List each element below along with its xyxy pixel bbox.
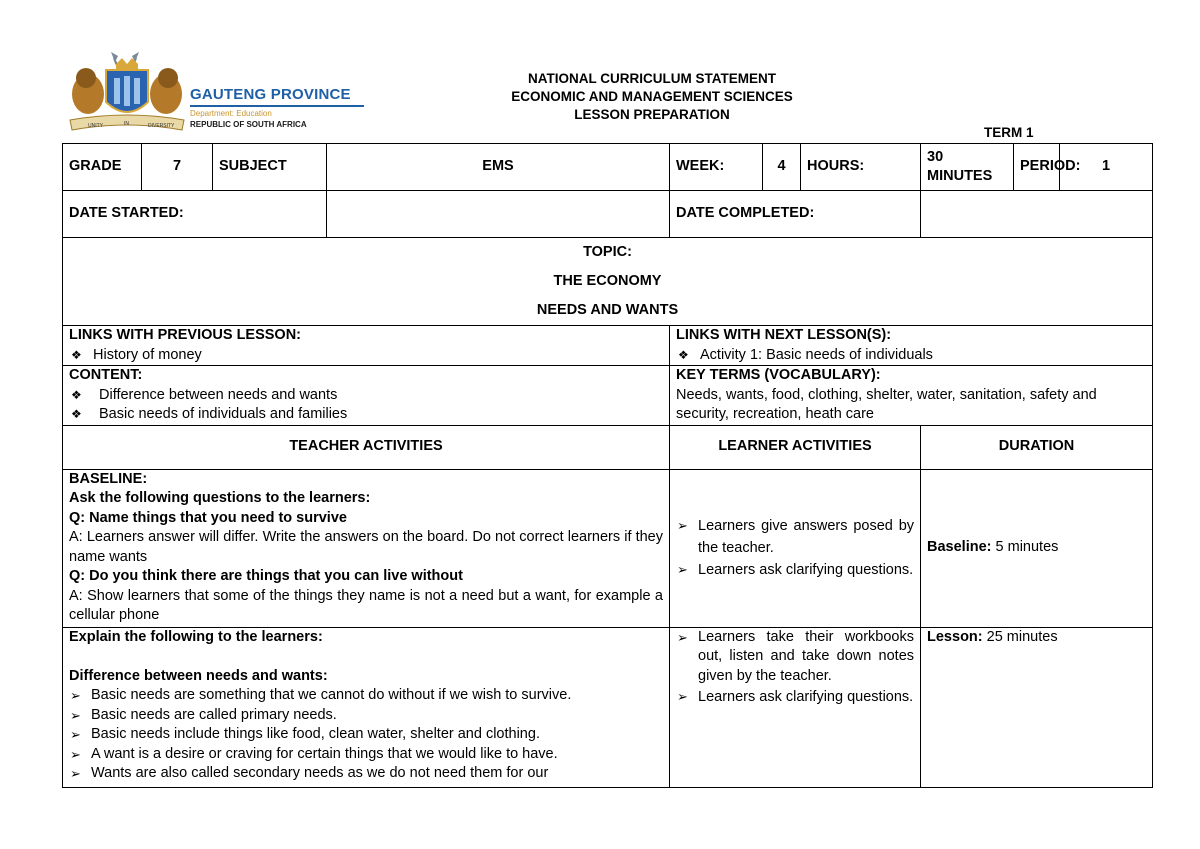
baseline-instruction: Ask the following questions to the learners:: [69, 490, 371, 506]
header-line-1: NATIONAL CURRICULUM STATEMENT: [528, 71, 776, 86]
links-row: [63, 326, 1153, 366]
content-cell: [63, 366, 670, 426]
activities-header-row: [63, 425, 1153, 469]
header-line-2: ECONOMIC AND MANAGEMENT SCIENCES: [511, 89, 793, 104]
baseline-learner-item: ➢ Learners ask clarifying questions.: [676, 559, 914, 581]
date-started-value: [327, 191, 670, 238]
links-previous-item: ❖ History of money: [69, 346, 663, 366]
links-previous-cell: [63, 326, 670, 366]
key-terms-label: KEY TERMS (VOCABULARY):: [676, 367, 881, 383]
baseline-answer-2: A: Show learners that some of the things they name is not a need but a want, for example a cellular phone: [69, 587, 663, 623]
period-value: 1: [1060, 144, 1153, 191]
lesson-item: ➢ Basic needs are called primary needs.: [69, 706, 663, 726]
gauteng-logo: [66, 50, 376, 134]
date-row: [63, 191, 1153, 238]
key-terms-cell: [670, 366, 1153, 426]
subject-label: SUBJECT: [213, 144, 327, 191]
baseline-row: [63, 469, 1153, 627]
lesson-item: ➢ Basic needs are something that we cannot do without if we wish to survive.: [69, 686, 663, 706]
learner-activities-header: LEARNER ACTIVITIES: [670, 425, 921, 469]
baseline-answer-1: A: Learners answer will differ. Write the answers on the board. Do not correct learners if they name wants: [69, 529, 663, 565]
lesson-teacher-cell: [63, 627, 670, 787]
grade-label: GRADE: [63, 144, 142, 191]
baseline-duration-label: Baseline:: [927, 539, 992, 556]
baseline-duration-cell: [921, 469, 1153, 627]
baseline-title: BASELINE:: [69, 470, 148, 487]
links-previous-label: LINKS WITH PREVIOUS LESSON:: [69, 327, 302, 343]
info-row: [63, 144, 1153, 191]
baseline-duration-value: 5 minutes: [995, 539, 1059, 556]
lesson-plan-table: [62, 143, 1153, 788]
topic-line-2: NEEDS AND WANTS: [536, 302, 679, 318]
week-value: 4: [763, 144, 801, 191]
lesson-duration-value: 25 minutes: [986, 628, 1058, 645]
lesson-item: ➢ Wants are also called secondary needs as we do not need them for our: [69, 764, 663, 784]
lesson-learner-item: ➢ Learners take their workbooks out, listen and take down notes given by the teacher.: [676, 628, 914, 687]
topic-cell: [63, 238, 1153, 326]
crest-motto-mid: IN: [124, 121, 129, 127]
links-next-cell: [670, 326, 1153, 366]
lesson-item: ➢ Basic needs include things like food, clean water, shelter and clothing.: [69, 725, 663, 745]
baseline-question-2: Q: Do you think there are things that you can live without: [69, 568, 463, 584]
baseline-learner-cell: [670, 469, 921, 627]
duration-header: DURATION: [921, 425, 1153, 469]
lesson-instruction: Explain the following to the learners:: [69, 628, 323, 645]
hours-value: 30 MINUTES: [921, 144, 1014, 191]
logo-province-name: GAUTENG PROVINCE: [190, 86, 351, 103]
crest-motto-left: UNITY: [88, 123, 103, 129]
lesson-learner-item: ➢ Learners ask clarifying questions.: [676, 686, 914, 708]
grade-value: 7: [142, 144, 213, 191]
lesson-learner-cell: [670, 627, 921, 787]
term-label: TERM 1: [984, 125, 1034, 140]
lesson-duration-label: Lesson:: [927, 628, 983, 645]
baseline-question-1: Q: Name things that you need to survive: [69, 509, 347, 526]
crest-motto-right: DIVERSITY: [148, 123, 175, 129]
links-next-label: LINKS WITH NEXT LESSON(S):: [676, 327, 892, 343]
baseline-learner-item: ➢ Learners give answers posed by the teacher.: [676, 515, 914, 559]
date-started-label: DATE STARTED:: [63, 191, 327, 238]
content-label: CONTENT:: [69, 367, 143, 383]
subject-value: EMS: [327, 144, 670, 191]
logo-underline: [190, 105, 364, 107]
lesson-row: [63, 627, 1153, 787]
coat-of-arms-icon: [66, 50, 188, 134]
topic-label: TOPIC:: [583, 244, 632, 260]
logo-department: Department: Education: [190, 109, 272, 118]
period-label: PERIOD:: [1014, 144, 1060, 191]
baseline-teacher-cell: [63, 469, 670, 627]
key-terms-text: Needs, wants, food, clothing, shelter, water, sanitation, safety and security, recreation, heath care: [676, 386, 1097, 422]
date-completed-value: [921, 191, 1153, 238]
date-completed-label: DATE COMPLETED:: [670, 191, 921, 238]
lesson-item: ➢ A want is a desire or craving for certain things that we would like to have.: [69, 745, 663, 765]
teacher-activities-header: TEACHER ACTIVITIES: [63, 425, 670, 469]
content-row: [63, 366, 1153, 426]
header-line-3: LESSON PREPARATION: [574, 107, 730, 122]
content-item: ❖ Basic needs of individuals and families: [69, 405, 663, 425]
topic-line-1: THE ECONOMY: [553, 273, 662, 289]
logo-country: REPUBLIC OF SOUTH AFRICA: [190, 120, 307, 129]
lesson-duration-cell: [921, 627, 1153, 787]
links-next-item: ❖ Activity 1: Basic needs of individuals: [676, 346, 1146, 366]
week-label: WEEK:: [670, 144, 763, 191]
topic-row: [63, 238, 1153, 326]
document-header: [440, 70, 864, 124]
hours-label: HOURS:: [801, 144, 921, 191]
lesson-subheading: Difference between needs and wants:: [69, 667, 328, 684]
content-item: ❖ Difference between needs and wants: [69, 386, 663, 406]
